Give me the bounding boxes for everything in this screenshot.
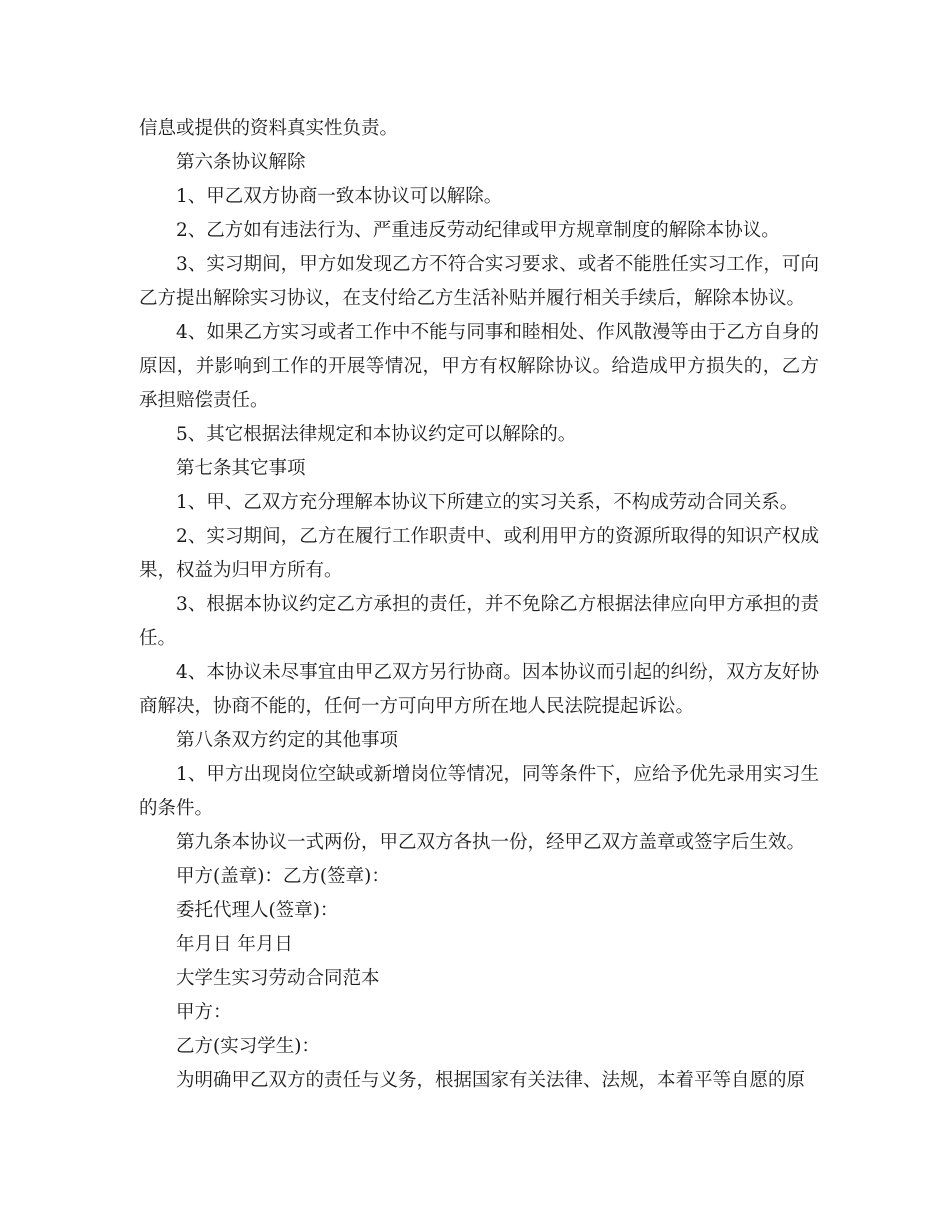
signature-line-agent: 委托代理人(签章)：: [176, 900, 339, 921]
signature-line-parties: 甲方(盖章)：乙方(签章)：: [176, 866, 390, 887]
document-title: 大学生实习劳动合同范本: [176, 968, 380, 989]
paragraph: 4、本协议未尽事宜由甲乙双方另行协商。因本协议而引起的纠纷，双方友好协商解决，协商不能的，任何一方可向甲方所在地人民法院提起诉讼。: [139, 662, 819, 717]
paragraph: 2、乙方如有违法行为、严重违反劳动纪律或甲方规章制度的解除本协议。: [176, 220, 780, 241]
paragraph: 3、实习期间，甲方如发现乙方不符合实习要求、或者不能胜任实习工作，可向乙方提出解除实习协议，在支付给乙方生活补贴并履行相关手续后，解除本协议。: [139, 254, 819, 309]
paragraph: 信息或提供的资料真实性负责。: [139, 118, 399, 139]
paragraph: 1、甲乙双方协商一致本协议可以解除。: [176, 186, 503, 207]
paragraph: 1、甲方出现岗位空缺或新增岗位等情况，同等条件下，应给予优先录用实习生的条件。: [139, 764, 819, 819]
paragraph: 1、甲、乙双方充分理解本协议下所建立的实习关系，不构成劳动合同关系。: [176, 492, 799, 513]
party-a-line: 甲方：: [176, 1002, 232, 1023]
document-body: [139, 112, 819, 1098]
paragraph: 5、其它根据法律规定和本协议约定可以解除的。: [176, 424, 577, 445]
section-heading-9: 第九条本协议一式两份，甲乙双方各执一份，经甲乙双方盖章或签字后生效。: [176, 832, 806, 853]
paragraph: 为明确甲乙双方的责任与义务，根据国家有关法律、法规，本着平等自愿的原: [176, 1070, 806, 1091]
date-line: 年月日 年月日: [176, 934, 293, 955]
section-heading-8: 第八条双方约定的其他事项: [176, 730, 399, 751]
section-heading-6: 第六条协议解除: [176, 152, 306, 173]
section-heading-7: 第七条其它事项: [176, 458, 306, 479]
party-b-line: 乙方(实习学生)：: [176, 1036, 320, 1057]
paragraph: 4、如果乙方实习或者工作中不能与同事和睦相处、作风散漫等由于乙方自身的原因，并影响到工作的开展等情况，甲方有权解除协议。给造成甲方损失的，乙方承担赔偿责任。: [139, 322, 819, 411]
paragraph: 3、根据本协议约定乙方承担的责任，并不免除乙方根据法律应向甲方承担的责任。: [139, 594, 819, 649]
paragraph: 2、实习期间，乙方在履行工作职责中、或利用甲方的资源所取得的知识产权成果，权益为归甲方所有。: [139, 526, 819, 581]
